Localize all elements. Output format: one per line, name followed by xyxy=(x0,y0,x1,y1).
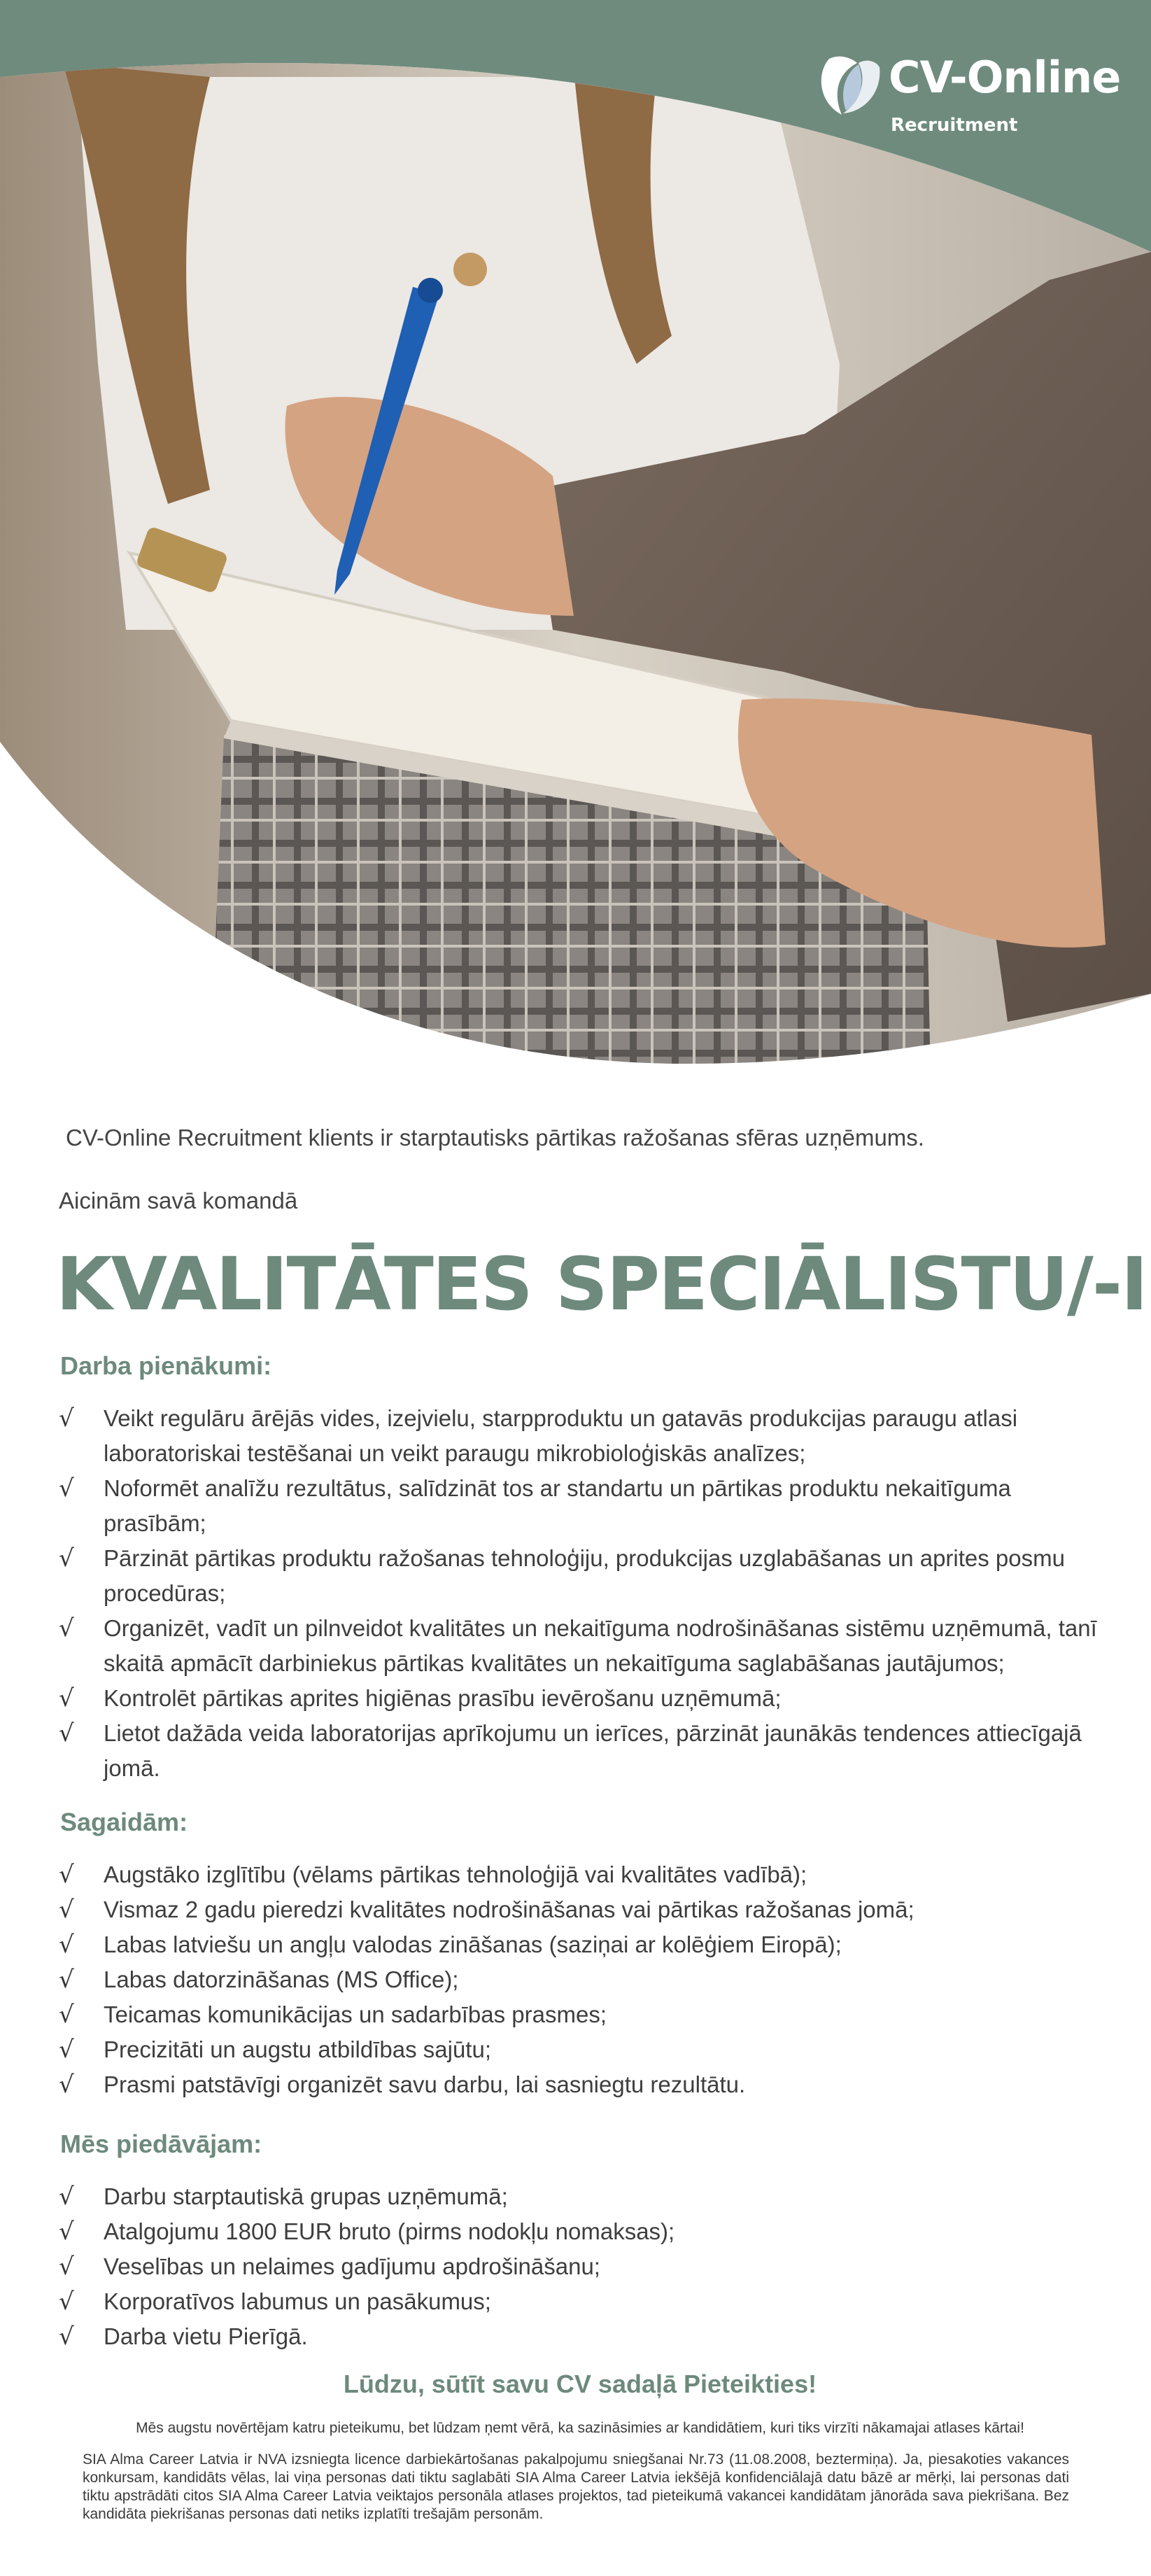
list-item-text: Korporatīvos labumus un pasākumus; xyxy=(104,2288,491,2314)
client-intro: CV-Online Recruitment klients ir starptautisks pārtikas ražošanas sfēras uzņēmums. xyxy=(66,1125,924,1150)
list-item-text: Pārzināt pārtikas produktu ražošanas tehnoloģiju, produkcijas uzglabāšanas un aprites posmu procedūras; xyxy=(104,1545,1065,1606)
list-item-text: Precizitāti un augstu atbildības sajūtu; xyxy=(104,2036,491,2062)
checkmark-icon: √ xyxy=(59,1684,74,1712)
checkmark-icon: √ xyxy=(59,2001,74,2029)
list-item-text: Noformēt analīžu rezultātus, salīdzināt tos ar standartu un pārtikas produktu nekaitīguma prasībām; xyxy=(104,1475,1011,1536)
checkmark-icon: √ xyxy=(59,2071,74,2099)
requirements-list xyxy=(59,1857,1115,2102)
list-item-text: Veselības un nelaimes gadījumu apdrošināšanu; xyxy=(104,2253,600,2279)
selection-note: Mēs augstu novērtējam katru pieteikumu, bet lūdzam ņemt vērā, ka sazināsimies ar kandidātiem, kuri tiks virzīti nākamajai atlases kārtai! xyxy=(136,2420,1024,2436)
checkmark-icon: √ xyxy=(59,1614,74,1642)
checkmark-icon: √ xyxy=(59,1861,74,1889)
list-item xyxy=(59,2319,1115,2354)
list-item xyxy=(59,1962,1115,1997)
list-item-text: Darbu starptautiskā grupas uzņēmumā; xyxy=(104,2183,508,2209)
job-title: KVALITĀTES SPECIĀLISTU/-I xyxy=(56,1241,1147,1327)
list-item xyxy=(59,1997,1115,2032)
list-item-text: Veikt regulāru ārējās vides, izejvielu, starpproduktu un gatavās produkcijas paraugu atlasi laboratoriskai testēšanai un veikt paraugu mikrobioloģiskās analīzes; xyxy=(104,1405,1018,1466)
duties-title: Darba pienākumi: xyxy=(60,1351,272,1380)
list-item-text: Teicamas komunikācijas un sadarbības prasmes; xyxy=(104,2001,607,2027)
checkmark-icon: √ xyxy=(59,1405,74,1433)
list-item xyxy=(59,2179,1115,2214)
checkmark-icon: √ xyxy=(59,1931,74,1959)
list-item xyxy=(59,2214,1115,2249)
invite-text: Aicinām savā komandā xyxy=(59,1188,298,1213)
list-item-text: Vismaz 2 gadu pieredzi kvalitātes nodrošināšanas vai pārtikas ražošanas jomā; xyxy=(104,1896,915,1922)
list-item xyxy=(59,1681,1115,1716)
list-item xyxy=(59,1541,1115,1611)
list-item-text: Labas latviešu un angļu valodas zināšanas (saziņai ar kolēģiem Eiropā); xyxy=(104,1931,842,1957)
legal-disclaimer: SIA Alma Career Latvia ir NVA izsniegta licence darbiekārtošanas pakalpojumu sniegšanai Nr.73 (11.08.2008, beztermiņa). Ja, piesakoties vakances konkursam, kandidāts vēlas, lai viņa personas dati tiktu saglabāti SIA Alma Career Latvia iekšējā konfidenciālajā datu bāzē ar mērķi, lai personas dati tiktu apstrādāti citos SIA Alma Career Latvia veiktajos personāla atlases projektos, tad pieteikumā vakancei kandidātam jānorāda sava piekrišana. Bez kandidāta piekrišanas personas dati netiks izplatīti trešajām personām. xyxy=(83,2451,1069,2522)
logo-name: CV-Online xyxy=(889,52,1121,103)
list-item-text: Lietot dažāda veida laboratorijas aprīkojumu un ierīces, pārzināt jaunākās tendences attiecīgajā jomā. xyxy=(104,1720,1082,1781)
checkmark-icon: √ xyxy=(59,2218,74,2246)
checkmark-icon: √ xyxy=(59,1896,74,1924)
checkmark-icon: √ xyxy=(59,1544,74,1572)
checkmark-icon: √ xyxy=(59,1474,74,1502)
logo-mark-icon xyxy=(815,52,885,122)
checkmark-icon: √ xyxy=(59,2288,74,2316)
offer-list xyxy=(59,2179,1115,2354)
list-item-text: Atalgojumu 1800 EUR bruto (pirms nodokļu nomaksas); xyxy=(104,2218,675,2244)
cv-online-logo[interactable] xyxy=(815,49,1121,147)
checkmark-icon: √ xyxy=(59,1719,74,1747)
list-item xyxy=(59,1927,1115,1962)
requirements-title: Sagaidām: xyxy=(60,1808,188,1836)
list-item xyxy=(59,1892,1115,1927)
logo-subtitle: Recruitment xyxy=(891,115,1018,136)
list-item-text: Kontrolēt pārtikas aprites higiēnas prasību ievērošanu uzņēmumā; xyxy=(104,1685,782,1711)
list-item-text: Augstāko izglītību (vēlams pārtikas tehnoloģijā vai kvalitātes vadībā); xyxy=(104,1861,807,1887)
list-item xyxy=(59,2067,1115,2102)
offer-title: Mēs piedāvājam: xyxy=(60,2130,262,2158)
checkmark-icon: √ xyxy=(59,1966,74,1994)
checkmark-icon: √ xyxy=(59,2183,74,2211)
list-item xyxy=(59,1611,1115,1681)
apply-call-to-action: Lūdzu, sūtīt savu CV sadaļā Pieteikties! xyxy=(343,2370,817,2398)
hero-photo xyxy=(0,0,1151,1078)
checkmark-icon: √ xyxy=(59,2036,74,2064)
list-item xyxy=(59,2032,1115,2067)
hero-banner xyxy=(0,0,1151,1078)
list-item xyxy=(59,1857,1115,1892)
list-item-text: Prasmi patstāvīgi organizēt savu darbu, lai sasniegtu rezultātu. xyxy=(104,2071,746,2097)
list-item xyxy=(59,1471,1115,1541)
checkmark-icon: √ xyxy=(59,2323,74,2351)
list-item xyxy=(59,1401,1115,1471)
list-item xyxy=(59,1716,1115,1786)
list-item-text: Organizēt, vadīt un pilnveidot kvalitātes un nekaitīguma nodrošināšanas sistēmu uzņēmumā, tanī skaitā apmācīt darbiniekus pārtikas kvalitātes un nekaitīguma saglabāšanas jautājumos; xyxy=(104,1615,1097,1676)
list-item xyxy=(59,2284,1115,2319)
list-item xyxy=(59,2249,1115,2284)
list-item-text: Labas datorzināšanas (MS Office); xyxy=(104,1966,459,1992)
list-item-text: Darba vietu Pierīgā. xyxy=(104,2323,308,2349)
duties-list xyxy=(59,1401,1115,1786)
checkmark-icon: √ xyxy=(59,2253,74,2281)
